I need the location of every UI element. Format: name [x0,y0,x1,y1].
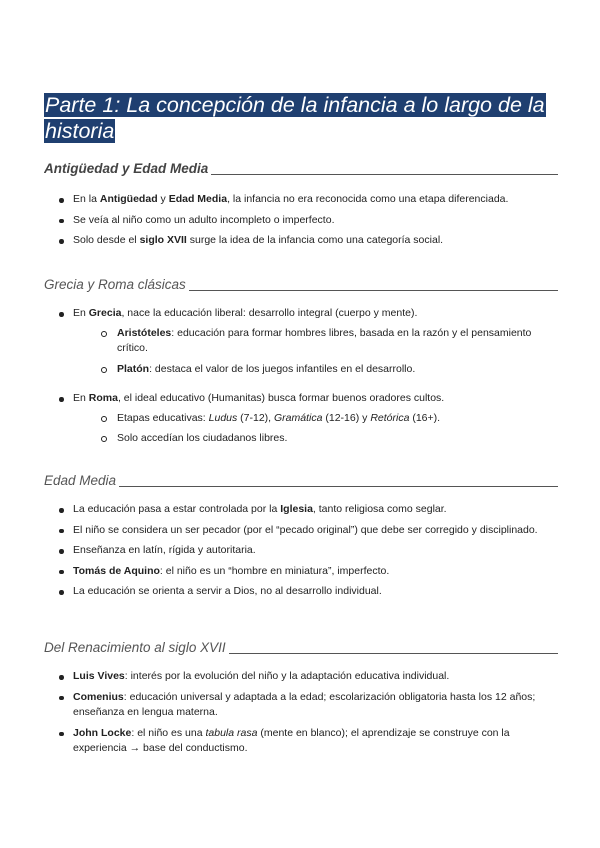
list-item: Tomás de Aquino: el niño es un “hombre en miniatura”, imperfecto. [44,564,558,580]
section-grecia-roma [44,276,558,447]
section-heading [44,276,558,294]
section-heading [44,160,558,178]
section-renacimiento [44,639,558,757]
list-item: La educación pasa a estar controlada por la Iglesia, tanto religiosa como seglar. [44,502,558,518]
heading-underline [119,486,558,487]
list-item: Luis Vives: interés por la evolución del niño y la adaptación educativa individual. [44,669,558,685]
section-heading [44,639,558,657]
list-item: Solo desde el siglo XVII surge la idea de la infancia como una categoría social. [44,233,558,249]
section-heading-text: Antigüedad y Edad Media [44,161,209,176]
list-item: John Locke: el niño es una tabula rasa (mente en blanco); el aprendizaje se construye con la experiencia → base del conductismo. [44,726,558,757]
page-title-text: Parte 1: La concepción de la infancia a lo largo de la historia [45,93,545,143]
bullet-list [44,669,558,757]
sub-list-item: Aristóteles: educación para formar hombres libres, basada en la razón y el pensamiento crítico. [44,326,558,357]
list-item: La educación se orienta a servir a Dios, no al desarrollo individual. [44,584,558,600]
sub-list-item: Etapas educativas: Ludus (7-12), Gramática (12-16) y Retórica (16+). [44,411,558,427]
heading-underline [189,290,558,291]
heading-underline [211,174,558,175]
bullet-list [44,502,558,600]
section-heading-text: Grecia y Roma clásicas [44,277,186,292]
list-item: Se veía al niño como un adulto incompleto o imperfecto. [44,213,558,229]
sub-list-item: Solo accedían los ciudadanos libres. [44,431,558,447]
section-heading-text: Edad Media [44,473,117,488]
list-item: Comenius: educación universal y adaptada a la edad; escolarización obligatoria hasta los 12 años; enseñanza en lengua materna. [44,690,558,721]
list-item: Enseñanza en latín, rígida y autoritaria. [44,543,558,559]
heading-underline [229,653,558,654]
sub-list-item: Platón: destaca el valor de los juegos infantiles en el desarrollo. [44,362,558,378]
list-item: En Roma, el ideal educativo (Humanitas) busca formar buenos oradores cultos. [44,391,558,407]
bullet-list [44,192,558,249]
section-heading [44,472,558,490]
section-heading-text: Del Renacimiento al siglo XVII [44,640,226,655]
list-item: En Grecia, nace la educación liberal: desarrollo integral (cuerpo y mente). [44,306,558,322]
list-item: El niño se considera un ser pecador (por el “pecado original”) que debe ser corregido y disciplinado. [44,523,558,539]
list-item: En la Antigüedad y Edad Media, la infancia no era reconocida como una etapa diferenciada. [44,192,558,208]
page-title [44,92,564,144]
section-edad-media [44,472,558,600]
section-antiguedad [44,160,558,249]
bullet-list [44,306,558,447]
